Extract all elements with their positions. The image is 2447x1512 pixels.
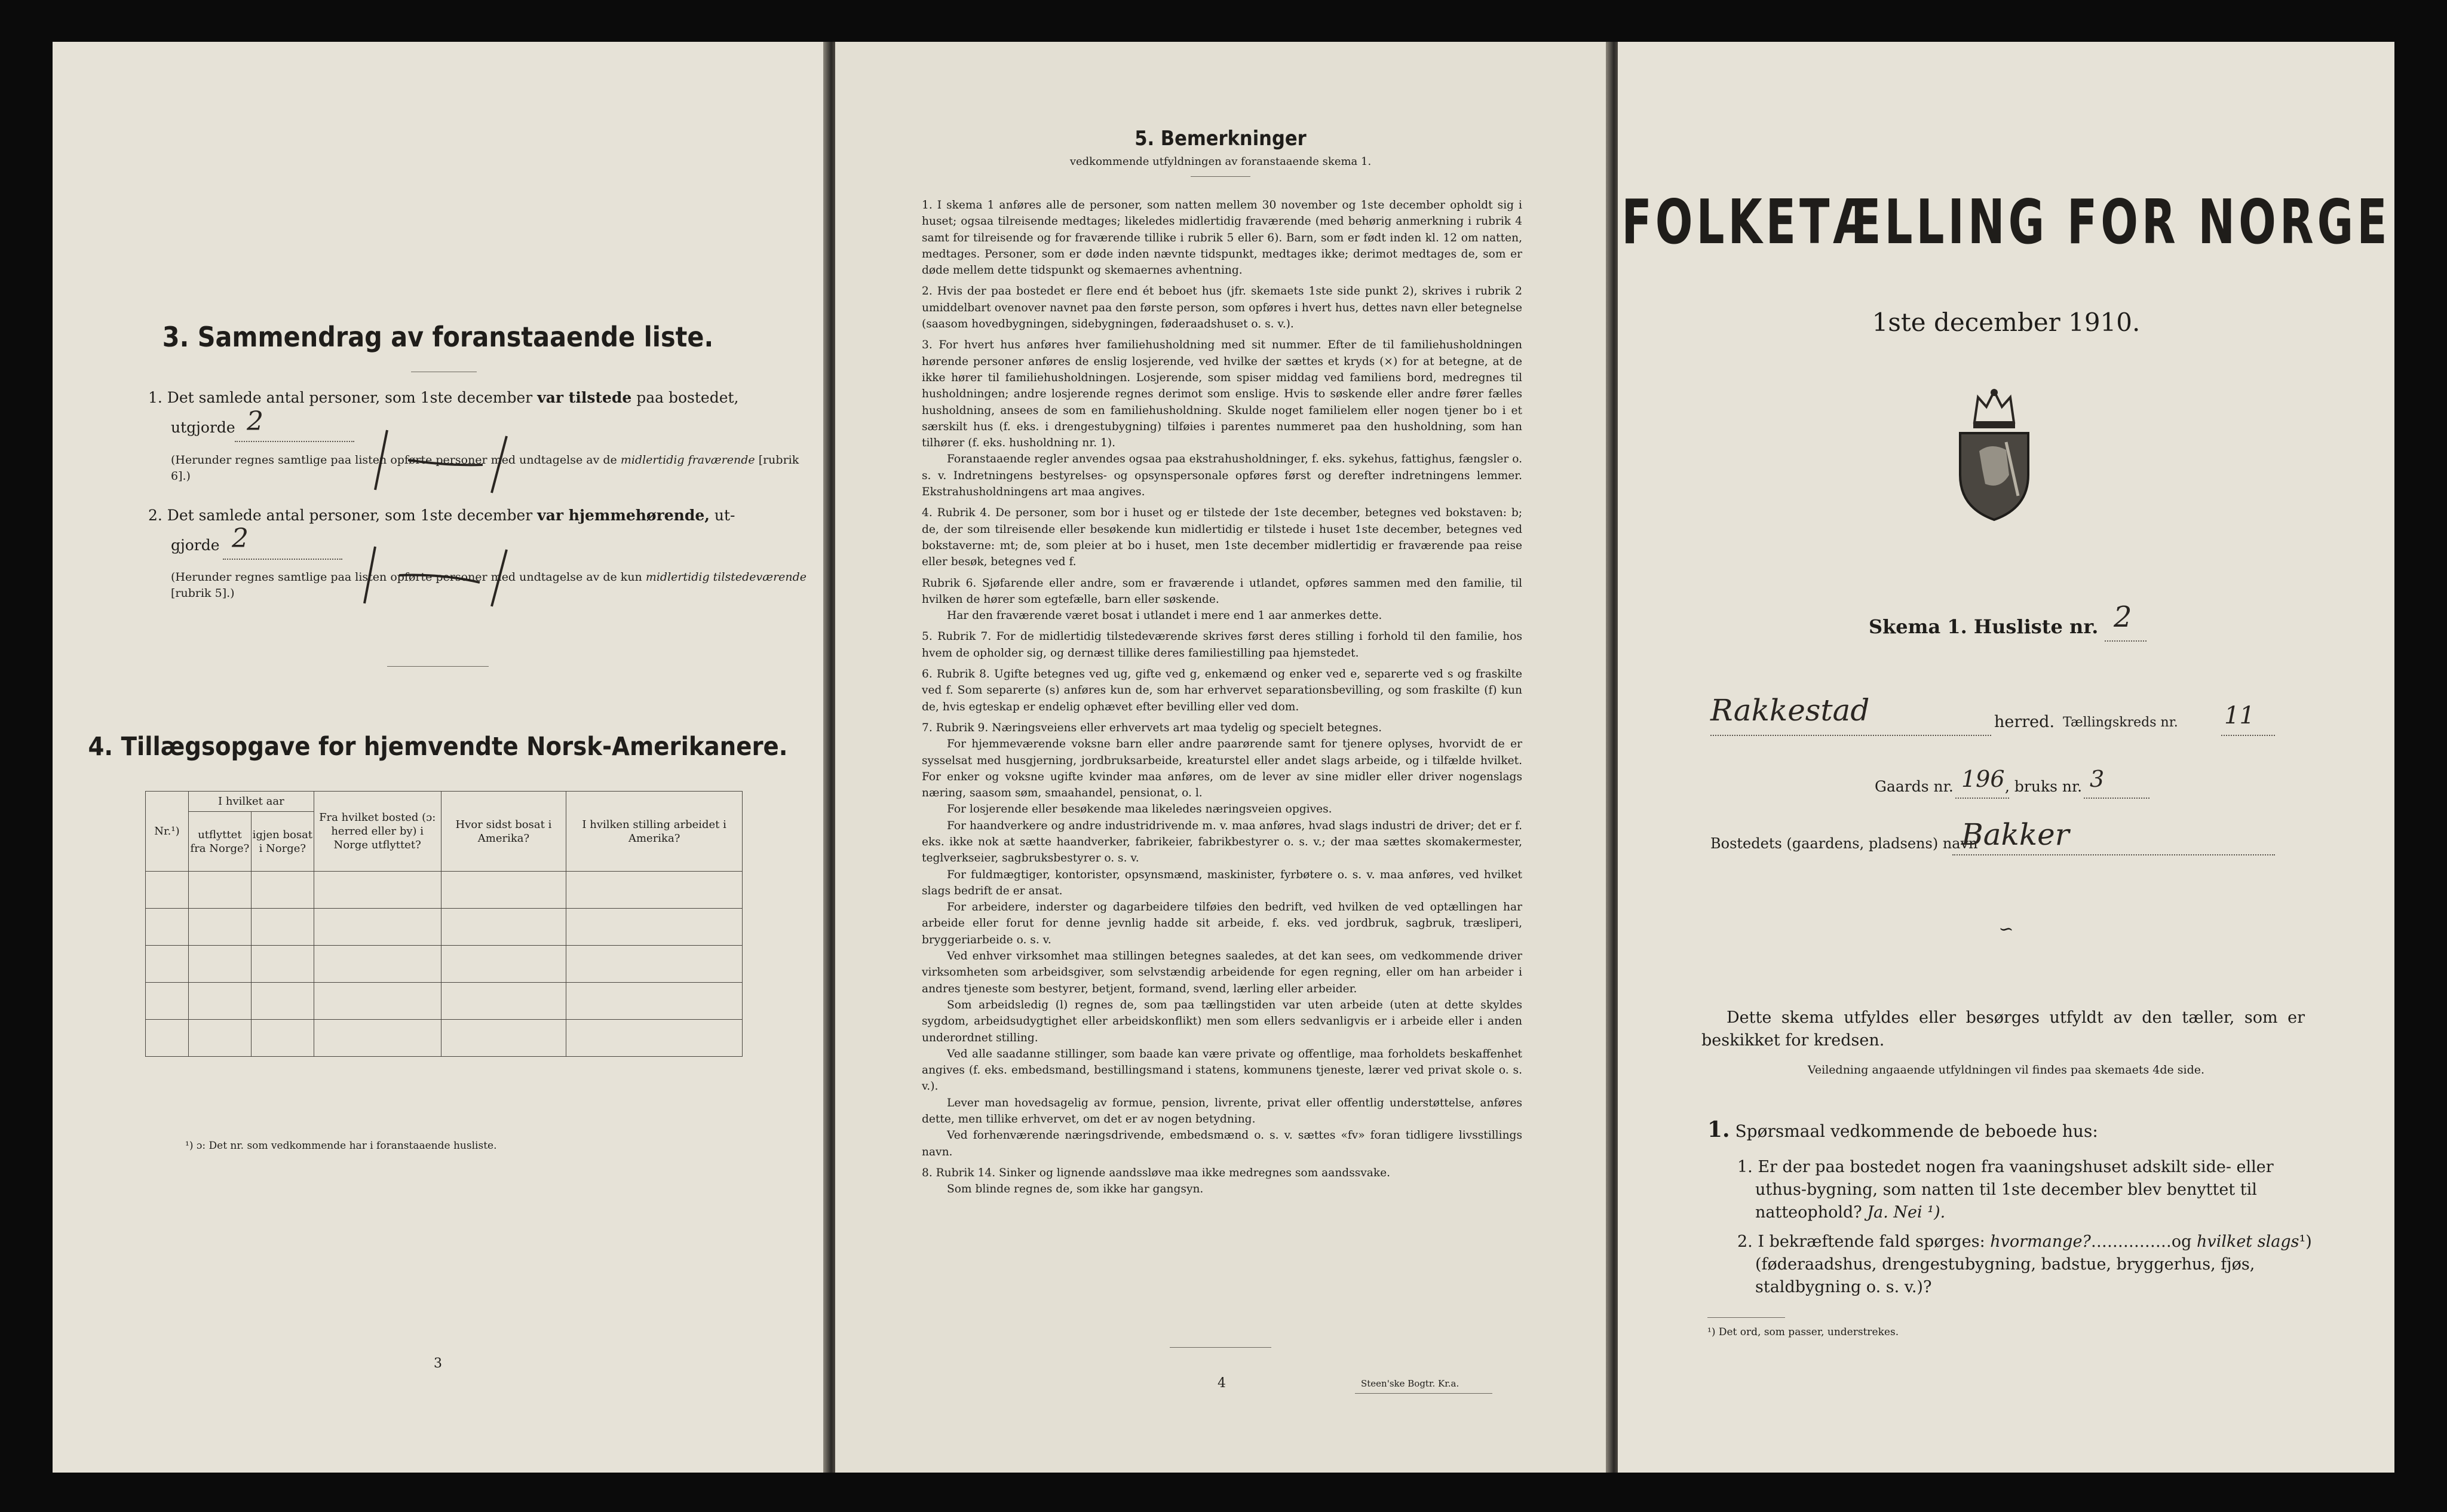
- question-1: 1. Er der paa bostedet nogen fra vaaningshuset adskilt side- eller uthus-bygning, som natten til 1ste december blev benyttet til natteophold? Ja. Nei ¹).: [1737, 1158, 2274, 1222]
- item-2-value: 2: [232, 523, 249, 554]
- remark-item: Ved enhver virksomhet maa stillingen betegnes saaledes, at det kan sees, om vedkommende driver virksomheten som arbeidsgiver, som selvstændig arbeidende for egen regning, eller om han arbeider i andres tjeneste som bestyrer, betjent, formand, svend, lærling eller arbeider.: [922, 950, 1522, 995]
- item-1-label: utgjorde: [171, 419, 235, 436]
- main-title: FOLKETÆLLING FOR NORGE: [1621, 187, 2391, 258]
- col-utflyttet: utflyttet fra Norge?: [188, 812, 251, 872]
- col-hvor-sidst-bosat: Hvor sidst bosat i Amerika?: [441, 792, 566, 872]
- remark-item: 7. Rubrik 9. Næringsveiens eller erhvervets art maa tydelig og specielt betegnes.: [922, 721, 1382, 734]
- table-footnote: ¹) ɔ: Det nr. som vedkommende har i foranstaaende husliste.: [185, 1140, 497, 1152]
- page-footnote: ¹) Det ord, som passer, understrekes.: [1707, 1326, 1899, 1338]
- section-3-title: 3. Sammendrag av foranstaaende liste.: [162, 321, 714, 353]
- fill-line: [2105, 640, 2147, 642]
- remark-item: Har den fraværende været bosat i utlandet i mere end 1 aar anmerkes dette.: [947, 609, 1382, 622]
- remark-item: For fuldmægtiger, kontorister, opsynsmænd, maskinister, fyrbøtere o. s. v. maa anføres, ved hvilket slags bedrift de er ansat.: [922, 868, 1522, 897]
- questions-heading: 1. Spørsmaal vedkommende de beboede hus:: [1707, 1117, 2098, 1142]
- herred-value: Rakkestad: [1710, 693, 1870, 728]
- page-number: 3: [434, 1356, 442, 1371]
- census-date: 1ste december 1910.: [1872, 308, 2141, 337]
- imprint-rule: [1355, 1393, 1492, 1394]
- remark-item: 8. Rubrik 14. Sinker og lignende aandssløve maa ikke medregnes som aandssvake.: [922, 1166, 1391, 1179]
- table-row: [146, 1020, 743, 1057]
- remarks-title: 5. Bemerkninger: [1134, 127, 1307, 151]
- bruks-value: 3: [2090, 766, 2105, 792]
- remark-item: 4. Rubrik 4. De personer, som bor i huset og er tilstede der 1ste december, betegnes ved bokstaven: b; de, der som tilreisende eller besøkende kun midlertidig er tilstede i huset 1ste december, betegnes ved bokstaverne: mt; de, som pleier at bo i huset, men 1ste december midlertidig er fraværende paa reise eller besøk, betegnes ved f.: [922, 507, 1522, 569]
- footnote-rule: [1707, 1317, 1785, 1318]
- norwegian-coat-of-arms-icon: [1949, 385, 2039, 523]
- remark-item: Ved alle saadanne stillinger, som baade kan være private og offentlige, maa forholdets beskaffenhet angives (f. eks. embedsmand, bestillingsmand i statens, kommunens tjeneste, lærer ved privat skole o. s. v.).: [922, 1047, 1522, 1093]
- fill-line: [223, 559, 342, 560]
- remark-item: For haandverkere og andre industridrivende m. v. maa anføres, hvad slags industri de driver; det er f. eks. ikke nok at sætte haandverker, fabrikeier, fabrikbestyrer o. s. v.; der maa sættes skomakermester, teglverkseier, sagbruksbestyrer o. s. v.: [922, 819, 1522, 865]
- fill-line: [1710, 735, 1991, 736]
- col-stilling: I hvilken stilling arbeidet i Amerika?: [566, 792, 743, 872]
- section-divider: [387, 666, 489, 667]
- fill-line: [1955, 798, 2009, 799]
- bruks-label: , bruks nr.: [2005, 778, 2083, 795]
- page-fold-shadow: [1606, 42, 1619, 1473]
- page-1-cover: [1618, 42, 2394, 1473]
- remark-item: Foranstaaende regler anvendes ogsaa paa ekstrahusholdninger, f. eks. sykehus, fattighus, fængsler o. s. v. Indretningens bestyrelses- og opsynspersonale opføres først og derefter indretningens lemmer. Ekstrahusholdningens art maa angives.: [922, 453, 1522, 499]
- remark-item: Som blinde regnes de, som ikke har gangsyn.: [947, 1183, 1204, 1196]
- ornament-icon: ∽: [1998, 919, 2014, 940]
- remarks-subtitle: vedkommende utfyldningen av foranstaaende skema 1.: [1069, 155, 1372, 168]
- page-3-summary: [53, 42, 823, 1473]
- gaards-label: Gaards nr.: [1875, 778, 1954, 795]
- remark-item: 1. I skema 1 anføres alle de personer, som natten mellem 30 november og 1ste december opholdt sig i huset; ogsaa tilreisende medtages; likeledes midlertidig fraværende (med behørig anmerkning i rubrik 4 samt for tilreisende og for fraværende tillike i rubrik 5 eller 6). Barn, som er født inden kl. 12 om natten, medtages. Personer, som er døde inden nævnte tidspunkt, medtages ikke; derimot medtages de, som er døde mellem dette tidspunkt og skemaernes avhentning.: [922, 199, 1522, 277]
- summary-item-2: 2. Det samlede antal personer, som 1ste december var hjemmehørende, ut-: [148, 507, 735, 524]
- section-4-title: 4. Tillægsopgave for hjemvendte Norsk-Amerikanere.: [88, 732, 788, 762]
- gaards-value: 196: [1961, 766, 2005, 792]
- table-row: [146, 909, 743, 946]
- remark-item: For hjemmeværende voksne barn eller andre paarørende samt for tjenere oplyses, hvorvidt de er sysselsat med husgjerning, jordbruksarbeide, kreaturstel eller andet slags arbeide, og i tilfælde hvilket. For enker og voksne ugifte kvinder maa anføres, om de lever av sine midler eller driver nogenslags næring, saasom søm, smaahandel, pensionat, o. l.: [922, 738, 1522, 800]
- remark-item: 5. Rubrik 7. For de midlertidig tilstedeværende skrives først deres stilling i forhold til den familie, hos hvem de opholder sig, og dernæst tillike deres familiestilling paa hjemstedet.: [922, 630, 1522, 660]
- item-2-label: gjorde: [171, 536, 220, 554]
- norsk-amerikanere-table: [145, 791, 743, 1057]
- bosted-value: Bakker: [1961, 817, 2069, 852]
- item-2-note: (Herunder regnes samtlige paa listen opførte personer med undtagelse av de kun midlertidig tilstedeværende [rubrik 5].): [171, 571, 807, 600]
- husliste-number: 2: [2114, 600, 2132, 634]
- table-row: [146, 946, 743, 983]
- fill-line: [235, 441, 354, 442]
- taellingskreds-label: Tællingskreds nr.: [2063, 715, 2178, 730]
- table-row: [146, 872, 743, 909]
- remark-item: 2. Hvis der paa bostedet er flere end ét beboet hus (jfr. skemaets 1ste side punkt 2), skrives i rubrik 2 umiddelbart ovenover navnet paa den første person, som opføres i hvert hus, dettes navn eller betegnelse (saasom hovedbygningen, sidebygningen, føderaadshuset o. s. v.).: [922, 285, 1522, 331]
- page-4-remarks: [835, 42, 1606, 1473]
- bosted-label: Bostedets (gaardens, pladsens) navn: [1710, 835, 1978, 852]
- remark-item: For losjerende eller besøkende maa likeledes næringsveien opgives.: [947, 803, 1332, 816]
- remark-item: Lever man hovedsagelig av formue, pension, livrente, privat eller offentlig understøttelse, anføres dette, men tillike erhvervet, om det er av nogen betydning.: [922, 1096, 1522, 1126]
- fill-line: [1952, 854, 2275, 855]
- intro-note: Veiledning angaaende utfyldningen vil findes paa skemaets 4de side.: [1807, 1063, 2205, 1077]
- question-2: 2. I bekræftende fald spørges: hvormange?……………og hvilket slags¹) (føderaadshus, drengestubygning, badstue, bryggerhus, fjøs, staldbygning o. s. v.)?: [1737, 1232, 2312, 1296]
- col-fra-hvilket-bosted: Fra hvilket bosted (ɔ: herred eller by) i Norge utflyttet?: [314, 792, 441, 872]
- fill-line: [2221, 735, 2275, 736]
- schema-label: Skema 1. Husliste nr.: [1869, 615, 2099, 638]
- remark-item: Ved forhenværende næringsdrivende, embedsmænd o. s. v. sættes «fv» foran tidligere livsstillings navn.: [922, 1129, 1522, 1158]
- page-number: 4: [1218, 1376, 1226, 1391]
- remark-item: 3. For hvert hus anføres hver familiehusholdning med sit nummer. Efter de til familiehusholdningen hørende personer anføres de enslig losjerende, ved hvilke der sættes et kryds (×) for at betegne, at de ikke hører til familiehusholdningen. Losjerende, som spiser middag ved familiens bord, medregnes til husholdningen; andre losjerende regnes derimot som enslige. Hvis to søskende eller andre fører fælles husholdning, ansees de som en familiehusholdning. Skulde noget familielem eller nogen tjener bo i et særskilt hus (f. eks. i drengestubygning) tilføies i parentes nummeret paa den husholdning, som han tilhører (f. eks. husholdning nr. 1).: [922, 339, 1522, 450]
- col-nr: Nr.¹): [146, 792, 189, 872]
- summary-item-1: 1. Det samlede antal personer, som 1ste december var tilstede paa bostedet,: [148, 389, 739, 406]
- end-rule: [1170, 1347, 1271, 1348]
- herred-label: herred.: [1994, 713, 2055, 731]
- remark-item: For arbeidere, inderster og dagarbeidere tilføies den bedrift, ved hvilken de ved optællingen har arbeide eller forut for denne jevnlig hadde sit arbeide, f. eks. ved jordbruk, sagbruk, træsliperi, bryggeriarbeide o. s. v.: [922, 901, 1522, 946]
- remarks-list: [922, 197, 1522, 1198]
- item-1-value: 2: [247, 406, 263, 437]
- title-rule: [1191, 176, 1250, 177]
- col-igjen-bosat: igjen bosat i Norge?: [251, 812, 314, 872]
- remark-item: Som arbeidsledig (l) regnes de, som paa tællingstiden var uten arbeide (uten at dette skyldes sygdom, arbeidsudygtighet eller arbeidskonflikt) men som ellers sedvanligvis er i arbeide eller i anden underordnet stilling.: [922, 998, 1522, 1044]
- table-row: [146, 983, 743, 1020]
- remark-item: Rubrik 6. Sjøfarende eller andre, som er fraværende i utlandet, opføres sammen med den familie, til hvilken de hører som egtefælle, barn eller søskende.: [922, 576, 1522, 606]
- taellingskreds-value: 11: [2224, 702, 2255, 729]
- intro-text: Dette skema utfyldes eller besørges utfyldt av den tæller, som er beskikket for kredsen.: [1701, 1008, 2305, 1050]
- page-fold-shadow: [823, 42, 836, 1473]
- printer-imprint: Steen'ske Bogtr. Kr.a.: [1361, 1378, 1459, 1389]
- item-1-note: (Herunder regnes samtlige paa listen opførte personer med undtagelse av de midlertidig fraværende [rubrik 6].): [171, 453, 799, 483]
- question-1-answer: Ja. Nei ¹).: [1867, 1203, 1946, 1222]
- col-i-hvilket-aar: I hvilket aar: [188, 792, 314, 812]
- remark-item: 6. Rubrik 8. Ugifte betegnes ved ug, gifte ved g, enkemænd og enker ved e, separerte ved s og fraskilte ved f. Som separerte (s) anføres kun de, som har erhvervet separationsbevilling, og som fraskilte (f) kun de, hvis egteskap er endelig ophævet efter bevilling eller ved dom.: [922, 668, 1522, 713]
- fill-line: [2084, 798, 2149, 799]
